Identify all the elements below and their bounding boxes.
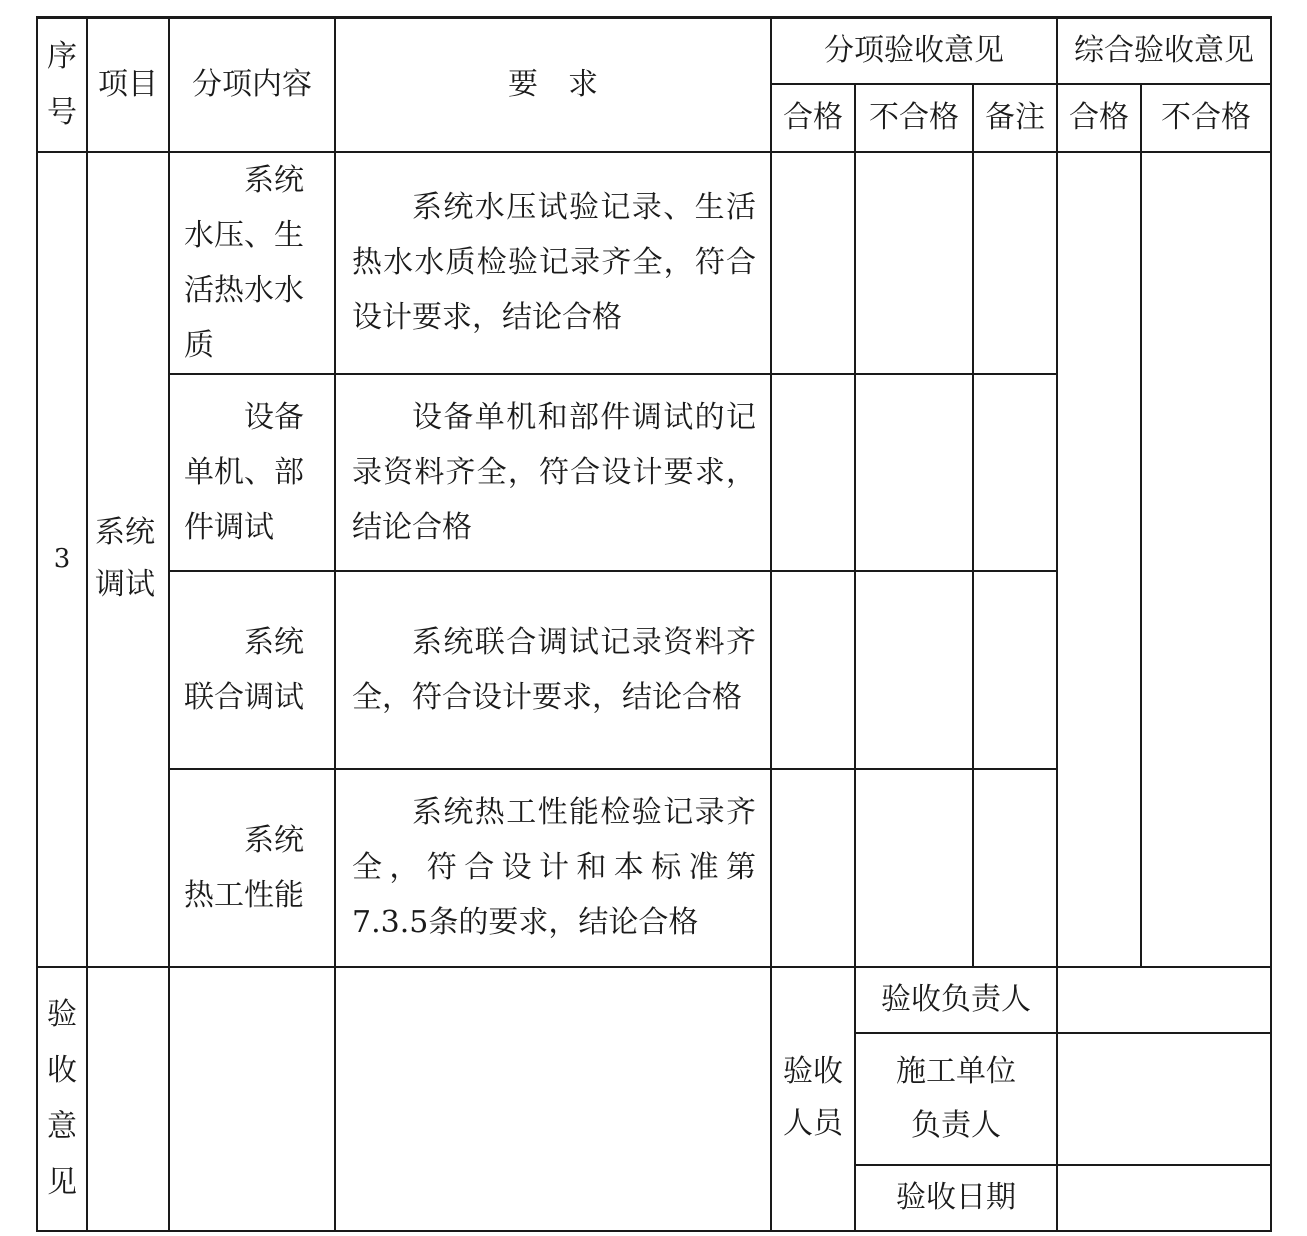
header-sub-content: 分项内容 (169, 18, 335, 152)
cell-fail[interactable] (855, 152, 973, 374)
cell-fail[interactable] (855, 769, 973, 967)
header-requirement: 要 求 (335, 18, 771, 152)
header-seq-text: 序号 (47, 38, 77, 130)
cell-remark[interactable] (973, 571, 1057, 769)
cell-remark[interactable] (973, 152, 1057, 374)
footer-date-field[interactable] (1057, 1165, 1271, 1231)
row-content (169, 374, 335, 571)
cell-remark[interactable] (973, 374, 1057, 571)
footer-opinion (37, 967, 87, 1231)
row-content (169, 571, 335, 769)
header-pass-overall: 合格 (1057, 84, 1141, 152)
cell-fail[interactable] (855, 374, 973, 571)
footer-construction-leader-field[interactable] (1057, 1033, 1271, 1165)
cell-remark[interactable] (973, 769, 1057, 967)
acceptance-table (36, 16, 1272, 1232)
footer-date-label: 验收日期 (855, 1165, 1057, 1231)
footer-blank-1[interactable] (87, 967, 169, 1231)
footer-construction-leader-label (855, 1033, 1057, 1165)
section-seq: 3 (37, 152, 87, 967)
header-fail-overall: 不合格 (1141, 84, 1271, 152)
row-content-text: 系统水压、生活热水水质 (184, 162, 304, 363)
section-project-text: 系统调试 (95, 514, 155, 602)
header-project: 项目 (87, 18, 169, 152)
footer-personnel (771, 967, 855, 1231)
footer-leader-label: 验收负责人 (855, 967, 1057, 1033)
footer-leader-field[interactable] (1057, 967, 1271, 1033)
row-requirement (335, 571, 771, 769)
cell-pass[interactable] (771, 571, 855, 769)
row-requirement-text: 系统水压试验记录、生活热水水质检验记录齐全，符合设计要求，结论合格 (352, 190, 756, 335)
row-requirement-text: 系统联合调试记录资料齐全，符合设计要求，结论合格 (352, 624, 756, 715)
row-content (169, 152, 335, 374)
row-requirement (335, 374, 771, 571)
row-requirement-text: 系统热工性能检验记录齐全，符合设计和本标准第7.3.5条的要求，结论合格 (352, 795, 756, 940)
header-remark: 备注 (973, 84, 1057, 152)
row-content (169, 769, 335, 967)
header-overall-opinion: 综合验收意见 (1057, 18, 1271, 84)
row-requirement (335, 769, 771, 967)
header-pass: 合格 (771, 84, 855, 152)
row-requirement (335, 152, 771, 374)
cell-pass[interactable] (771, 769, 855, 967)
cell-pass[interactable] (771, 374, 855, 571)
footer-construction-leader-text: 施工单位负责人 (896, 1053, 1017, 1143)
row-content-text: 系统热工性能 (184, 822, 304, 913)
footer-personnel-text: 验收人员 (783, 1054, 843, 1141)
header-sub-opinion: 分项验收意见 (771, 18, 1057, 84)
footer-opinion-text: 验收意见 (47, 996, 77, 1200)
row-content-text: 设备单机、部件调试 (184, 399, 304, 545)
cell-overall-fail[interactable] (1141, 152, 1271, 967)
header-seq (37, 18, 87, 152)
cell-overall-pass[interactable] (1057, 152, 1141, 967)
footer-blank-2[interactable] (169, 967, 335, 1231)
section-project (87, 152, 169, 967)
cell-pass[interactable] (771, 152, 855, 374)
footer-opinion-field[interactable] (335, 967, 771, 1231)
row-content-text: 系统联合调试 (184, 624, 304, 715)
cell-fail[interactable] (855, 571, 973, 769)
header-fail: 不合格 (855, 84, 973, 152)
row-requirement-text: 设备单机和部件调试的记录资料齐全，符合设计要求，结论合格 (352, 399, 756, 545)
